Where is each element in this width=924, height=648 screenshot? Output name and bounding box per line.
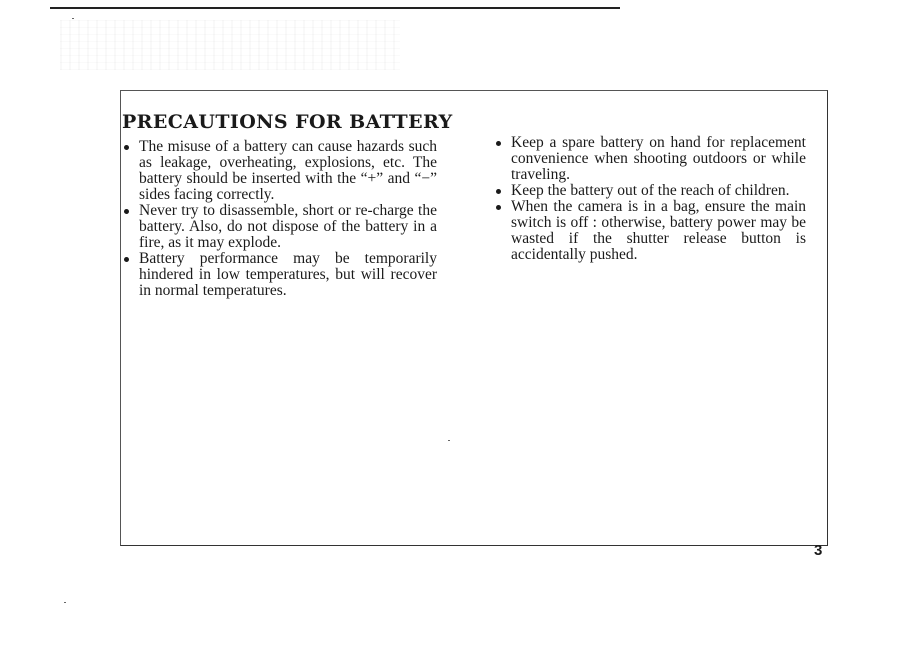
bleed-through-text	[60, 20, 400, 70]
list-item	[122, 251, 437, 299]
list-item	[122, 139, 437, 203]
right-column	[494, 135, 806, 263]
list-item-text: The misuse of a battery can cause hazards such as leakage, overheating, explosions, etc. The battery should be inserted with the “+” and “−” sides facing correctly.	[139, 138, 437, 203]
list-item-text: Keep a spare battery on hand for replacement convenience when shooting outdoors or while traveling.	[511, 134, 806, 183]
bullet-icon	[496, 205, 501, 210]
top-rule	[50, 7, 620, 9]
scan-speck	[72, 18, 74, 19]
bullet-icon	[124, 257, 129, 262]
bullet-icon	[496, 141, 501, 146]
list-item-text: Battery performance may be temporarily hindered in low temperatures, but will recover in normal temperatures.	[139, 250, 437, 299]
left-column	[122, 139, 437, 299]
list-item-text: Never try to disassemble, short or re-charge the battery. Also, do not dispose of the battery in a fire, as it may explode.	[139, 202, 437, 251]
list-item-text: Keep the battery out of the reach of children.	[511, 182, 790, 199]
list-item	[494, 135, 806, 183]
bullet-icon	[124, 145, 129, 150]
list-item	[122, 203, 437, 251]
list-item-text: When the camera is in a bag, ensure the main switch is off : otherwise, battery power may be wasted if the shutter release button is accidentally pushed.	[511, 198, 806, 263]
page-number: 3	[814, 542, 823, 559]
scan-speck	[448, 440, 450, 441]
bullet-icon	[124, 209, 129, 214]
list-item	[494, 183, 806, 199]
scan-speck	[64, 602, 66, 603]
page-title: PRECAUTIONS FOR BATTERY	[122, 111, 453, 133]
list-item	[494, 199, 806, 263]
bullet-icon	[496, 189, 501, 194]
